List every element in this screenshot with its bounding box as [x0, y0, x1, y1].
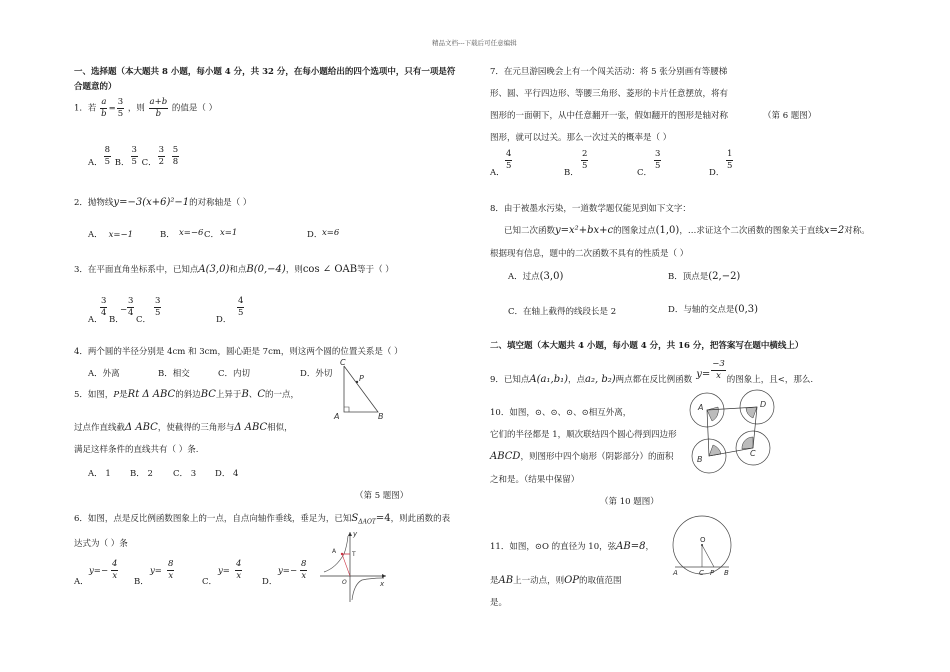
fig11-label-o: O — [700, 536, 706, 544]
q8-option-b: B．顶点是(2,−2) — [668, 271, 741, 282]
q4-option-d: D．外切 — [300, 369, 333, 379]
fig11-label-a: A — [673, 569, 678, 577]
q5-option-a: A． 1 — [88, 469, 111, 479]
figure-11-circle-chord — [670, 515, 734, 577]
question-2: 2．抛物线y=−3(x+6)²−1的对称轴是（ ） — [74, 197, 252, 208]
q10-caption: （第 10 题图） — [600, 497, 659, 507]
fig10-label-d: D — [760, 400, 767, 409]
fig6-label-t: T — [352, 551, 356, 558]
q7-line4: 图形，就可以过关。那么一次过关的概率是（ ） — [490, 133, 672, 143]
question-4: 4．两个圆的半径分别是 4cm 和 3cm，圆心距是 7cm，则这两个圆的位置关系是（ ） — [74, 347, 403, 357]
q4-option-b: B．相交 — [158, 369, 190, 379]
question-3: 3．在平面直角坐标系中，已知点A(3,0)和点B(0,−4)，则cos ∠ OAB等于（ ） — [74, 264, 394, 275]
q1-expression: $\frac{a+b}{b}$ — [149, 97, 168, 119]
q8-option-d: D．与轴的交点是(0,3) — [668, 304, 759, 315]
q11-line2: 是AB上一动点，则OP的取值范围 — [490, 575, 622, 586]
q4-option-c: C．内切 — [218, 369, 251, 379]
fig11-label-c: C — [699, 569, 704, 577]
q8-line2: 已知二次函数y=x²+bx+c的图象过点(1,0)，…求证这个二次函数的图象关于直线x=2对称。 — [504, 225, 870, 236]
q10-line4: 之和是。（结果中保留） — [490, 475, 580, 485]
figure-6-hyperbola — [318, 528, 388, 604]
q7-line2: 形、圆、平行四边形、等腰三角形、菱形的卡片任意摆放，将有 — [490, 89, 729, 99]
question-11: 11．如图，⊙O 的直径为 10，弦AB=8， — [490, 541, 654, 552]
q4-option-a: A．外离 — [88, 369, 120, 379]
q5-caption: （第 5 题图） — [355, 491, 409, 501]
q5-option-c: C． 3 — [173, 469, 197, 479]
question-1: 1．若 $\frac{a}{b}$ = $\frac{3}{5}$ ，则 $\frac{a+b}{b}$ 的值是（ ） — [74, 97, 218, 119]
q7-line3: 图形的一面朝下，从中任意翻开一张，假如翻开的图形是轴对称 — [490, 111, 729, 121]
figure-10-circles — [686, 390, 786, 482]
question-8: 8．由于被墨水污染，一道数学题仅能见到如下文字： — [490, 204, 691, 214]
fig10-label-c: C — [750, 449, 756, 458]
figure-5-triangle — [330, 358, 390, 423]
fig5-label-a: A — [334, 412, 340, 421]
fig6-label-x: x — [380, 580, 385, 588]
fig11-label-p: P — [710, 569, 715, 577]
q8-option-a: A．过点(3,0) — [508, 271, 564, 282]
q5-option-b: B． 2 — [130, 469, 153, 479]
fig6-label-y: y — [353, 530, 358, 538]
question-5: 5．如图，P是Rt Δ ABC的斜边BC上异于B、C的一点， — [74, 389, 299, 400]
q10-line2: 它们的半径都是 1，顺次联结四个圆心得到四边形 — [490, 430, 677, 440]
fig6-label-o: O — [342, 579, 347, 586]
q1-options: A． $\frac{8}{5}$ B． $\frac{3}{5}$ C． $\frac{3}{2}$ $\frac{5}{8}$ — [88, 145, 179, 168]
question-10: 10．如图，⊙、⊙、⊙、⊙相互外离， — [490, 408, 632, 418]
fig10-label-a: A — [698, 403, 704, 412]
section1-title-cont: 合题意的） — [74, 82, 117, 92]
fig5-label-p: P — [359, 374, 364, 383]
q2-options: A． x=−1 B． x=−6 C． x=1 D． x=6 — [88, 228, 340, 240]
question-7: 7．在元旦游园晚会上有一个闯关活动：将 5 张分别画有等腰梯 — [490, 67, 728, 77]
q8-line3: 根据现有信息，题中的二次函数不具有的性质是（ ） — [490, 249, 689, 259]
q6-line2: 达式为（ ）条 — [74, 539, 128, 549]
question-9: 9．已知点A(a₁,b₁)，点a₂, b₂)两点都在反比例函数 y= $\frac{-3}{x}$ 的图象上，且<，那么. — [490, 359, 814, 385]
section2-title: 二、填空题（本大题共 4 小题，每小题 4 分，共 16 分，把答案写在题中横线上） — [490, 341, 804, 351]
q1-cond-left: $\frac{a}{b}$ — [101, 97, 107, 119]
section1-title: 一、选择题（本大题共 8 小题，每小题 4 分，共 32 分，在每小题给出的四个选项中，只有一项是符 — [74, 67, 456, 77]
page-header: 精品文档---下载后可任意编辑 — [432, 39, 517, 47]
q2-formula: y=−3(x+6)²−1 — [113, 197, 190, 208]
q8-option-c: C．在轴上截得的线段长是 2 — [508, 307, 617, 317]
q5-option-d: D． 4 — [215, 469, 239, 479]
fig5-label-b: B — [378, 412, 384, 421]
q1-cond-right: $\frac{3}{5}$ — [117, 97, 124, 119]
q11-line3: 是。 — [490, 598, 508, 608]
fig10-label-b: B — [697, 455, 703, 464]
fig11-label-b: B — [724, 569, 729, 577]
question-6: 6．如图，点是反比例函数图象上的一点，自点向轴作垂线，垂足为，已知$S_{\Delta AOT}=4$，则此函数的表 — [74, 513, 451, 526]
q5-line3: 满足这样条件的直线共有（ ）条. — [74, 445, 199, 455]
q10-line3: ABCD，则图形中四个扇形（阴影部分）的面积 — [490, 451, 674, 462]
q7-caption: （第 6 题图） — [763, 111, 817, 121]
fig6-label-a: A — [332, 548, 337, 555]
fig5-label-c: C — [340, 358, 346, 367]
q5-line2: 过点作直线截Δ ABC，使截得的三角形与Δ ABC相似， — [74, 422, 293, 433]
